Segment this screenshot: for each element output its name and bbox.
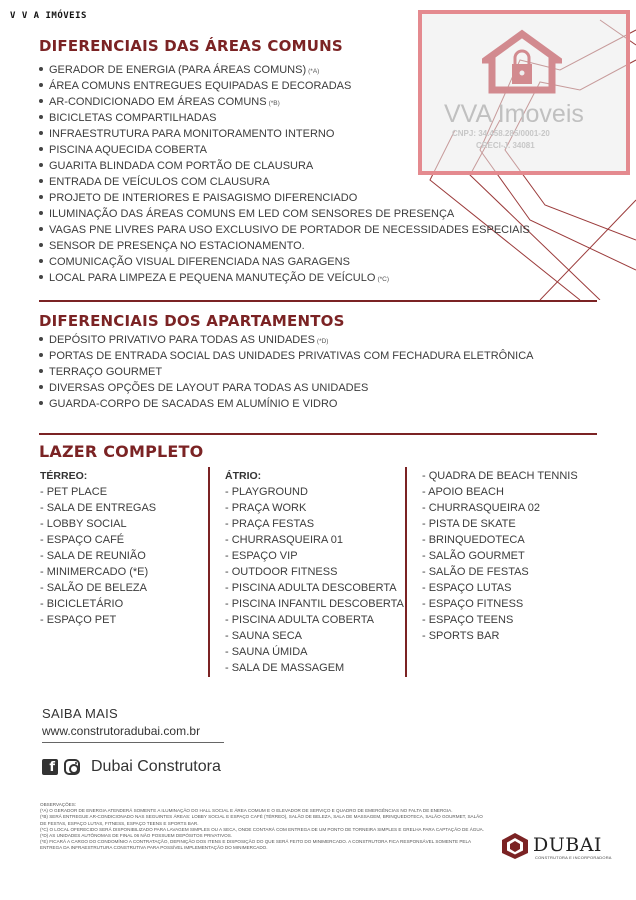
feature-item	[39, 126, 530, 142]
feature-text: GUARDA-CORPO DE SACADAS EM ALUMÍNIO E VIDRO	[49, 398, 338, 410]
bullet-icon	[39, 211, 43, 215]
website-link[interactable]: www.construtoradubai.com.br	[42, 724, 201, 738]
feature-text: LOCAL PARA LIMPEZA E PEQUENA MANUTEÇÃO DE VEÍCULO	[49, 272, 376, 284]
leisure-item: - SALÃO DE FESTAS	[422, 566, 529, 578]
leisure-item: - LOBBY SOCIAL	[40, 518, 127, 530]
bullet-icon	[39, 385, 43, 389]
feature-text: COMUNICAÇÃO VISUAL DIFERENCIADA NAS GARAGENS	[49, 256, 350, 268]
apartments-list	[39, 332, 534, 412]
feature-note: (*A)	[308, 68, 320, 75]
leisure-item: - QUADRA DE BEACH TENNIS	[422, 470, 578, 482]
feature-text: GERADOR DE ENERGIA (PARA ÁREAS COMUNS)	[49, 64, 307, 76]
leisure-item: - CHURRASQUEIRA 01	[225, 534, 343, 546]
leisure-item: - BRINQUEDOTECA	[422, 534, 525, 546]
facebook-icon[interactable]: f	[42, 759, 58, 775]
feature-item	[39, 254, 530, 270]
leisure-item: - MINIMERCADO (*E)	[40, 566, 149, 578]
bullet-icon	[39, 163, 43, 167]
feature-item	[39, 174, 530, 190]
leisure-item: - PISCINA ADULTA COBERTA	[225, 614, 374, 626]
feature-item	[39, 206, 530, 222]
feature-text: ÁREA COMUNS ENTREGUES EQUIPADAS E DECORADAS	[49, 80, 352, 92]
watermark-creci: CRECI-J. 34081	[476, 141, 535, 150]
leisure-column-atrio	[225, 468, 404, 676]
feature-item	[39, 238, 530, 254]
leisure-item: - SPORTS BAR	[422, 630, 500, 642]
leisure-list	[422, 468, 578, 644]
leisure-item: - CHURRASQUEIRA 02	[422, 502, 540, 514]
leisure-item: - ESPAÇO FITNESS	[422, 598, 524, 610]
feature-note: (*C)	[377, 276, 389, 283]
feature-text: ILUMINAÇÃO DAS ÁREAS COMUNS EM LED COM SENSORES DE PRESENÇA	[49, 208, 455, 220]
observations	[40, 802, 485, 852]
bullet-icon	[39, 369, 43, 373]
leisure-item: - PISCINA INFANTIL DESCOBERTA	[225, 598, 404, 610]
bullet-icon	[39, 227, 43, 231]
feature-item	[39, 110, 530, 126]
feature-item	[39, 78, 530, 94]
bullet-icon	[39, 259, 43, 263]
agency-tag: V V A IMÓVEIS	[10, 11, 87, 21]
feature-item	[39, 332, 534, 348]
leisure-list	[225, 484, 404, 676]
section-divider	[39, 433, 597, 435]
observation-line: (*B) SERÁ ENTREGUE AR-CONDICIONADO NAS SEGUINTES ÁREAS: LOBBY SOCIAL E ESPAÇO CAFÉ (TÉRREO), SALÃO DE BELEZA, SALA DE MASSAGEM, BRINQUEDOTECA, SALÃO GOURMET, SALÃO DE FESTAS, ESPAÇO LUTAS, FITNESS, ESPAÇO TEENS E SPORTS BAR.	[40, 814, 483, 826]
feature-text: INFRAESTRUTURA PARA MONITORAMENTO INTERNO	[49, 128, 335, 140]
leisure-item: - SALA DE REUNIÃO	[40, 550, 146, 562]
bullet-icon	[39, 195, 43, 199]
bullet-icon	[39, 67, 43, 71]
feature-item	[39, 380, 534, 396]
leisure-item: - ESPAÇO LUTAS	[422, 582, 512, 594]
feature-item	[39, 142, 530, 158]
leisure-item: - ESPAÇO PET	[40, 614, 117, 626]
feature-item	[39, 222, 530, 238]
leisure-item: - PRAÇA WORK	[225, 502, 307, 514]
column-title: TÉRREO:	[40, 470, 88, 482]
leisure-item: - SALA DE ENTREGAS	[40, 502, 157, 514]
leisure-item: - OUTDOOR FITNESS	[225, 566, 338, 578]
feature-item	[39, 396, 534, 412]
leisure-column-terreo	[40, 468, 156, 628]
feature-text: PORTAS DE ENTRADA SOCIAL DAS UNIDADES PRIVATIVAS COM FECHADURA ELETRÔNICA	[49, 350, 534, 362]
column-title: ÁTRIO:	[225, 470, 262, 482]
leisure-title: LAZER COMPLETO	[39, 442, 204, 461]
feature-text: TERRAÇO GOURMET	[49, 366, 163, 378]
leisure-column-extra	[422, 468, 578, 644]
leisure-item: - SALÃO DE BELEZA	[40, 582, 147, 594]
feature-item	[39, 94, 530, 110]
feature-text: PROJETO DE INTERIORES E PAISAGISMO DIFERENCIADO	[49, 192, 358, 204]
feature-text: PISCINA AQUECIDA COBERTA	[49, 144, 207, 156]
social-handle: Dubai Construtora	[91, 758, 221, 775]
feature-item	[39, 348, 534, 364]
feature-item	[39, 62, 530, 78]
bullet-icon	[39, 115, 43, 119]
leisure-item: - ESPAÇO CAFÉ	[40, 534, 125, 546]
feature-text: VAGAS PNE LIVRES PARA USO EXCLUSIVO DE PORTADOR DE NECESSIDADES ESPECIAIS	[49, 224, 530, 236]
leisure-item: - ESPAÇO VIP	[225, 550, 298, 562]
leisure-item: - SAUNA SECA	[225, 630, 303, 642]
feature-item	[39, 270, 530, 286]
common-areas-list	[39, 62, 530, 286]
observations-title: OBSERVAÇÕES:	[40, 802, 77, 807]
leisure-item: - SALÃO GOURMET	[422, 550, 525, 562]
leisure-item: - ESPAÇO TEENS	[422, 614, 514, 626]
feature-text: DIVERSAS OPÇÕES DE LAYOUT PARA TODAS AS UNIDADES	[49, 382, 369, 394]
feature-text: ENTRADA DE VEÍCULOS COM CLAUSURA	[49, 176, 270, 188]
feature-text: GUARITA BLINDADA COM PORTÃO DE CLAUSURA	[49, 160, 314, 172]
dubai-logo-icon	[500, 832, 530, 860]
saiba-mais-label: SAIBA MAIS	[42, 706, 118, 721]
leisure-item: - PISCINA ADULTA DESCOBERTA	[225, 582, 397, 594]
watermark-cnpj: CNPJ: 34.458.285/0001-20	[452, 129, 550, 138]
leisure-item: - PLAYGROUND	[225, 486, 308, 498]
observation-line: (*E) FICARÁ A CARGO DO CONDOMÍNIO A CONTRATAÇÃO, DEFINIÇÃO DOS ITENS E DISPOSIÇÃO DO QUE SERÁ FEITO DO MINIMERCADO. A CONSTRUTORA FICA RESPONSÁVEL SOMENTE PELA ENTREGA DA INFRAESTRUTURA CONSTRUTIVA PARA POSSÍVEL IMPLEMENTAÇÃO DO MINIMERCADO.	[40, 839, 471, 851]
feature-text: AR-CONDICIONADO EM ÁREAS COMUNS	[49, 96, 267, 108]
bullet-icon	[39, 353, 43, 357]
brand-name: DUBAI	[533, 834, 602, 856]
observation-line: (*C) O LOCAL OFERECIDO SERÁ DISPONIBILIZADO PARA LAVAGEM SIMPLES OU A SECA, ONDE CONTARÁ COM ENTREGA DE UM PONTO DE TORNEIRA SIMPLES E GRELHA PARA CAPTAÇÃO DE ÁGUA.	[40, 826, 484, 832]
bullet-icon	[39, 275, 43, 279]
feature-text: BICICLETAS COMPARTILHADAS	[49, 112, 217, 124]
feature-note: (*D)	[316, 338, 329, 345]
leisure-item: - SAUNA ÚMIDA	[225, 646, 308, 658]
feature-item	[39, 364, 534, 380]
bullet-icon	[39, 401, 43, 405]
feature-item	[39, 190, 530, 206]
website-underline	[42, 742, 224, 743]
feature-text: DEPÓSITO PRIVATIVO PARA TODAS AS UNIDADES	[49, 334, 315, 346]
section-divider	[39, 300, 597, 302]
column-separator	[208, 467, 210, 677]
column-separator	[405, 467, 407, 677]
leisure-item: - APOIO BEACH	[422, 486, 504, 498]
instagram-icon[interactable]	[64, 759, 80, 775]
feature-text: SENSOR DE PRESENÇA NO ESTACIONAMENTO.	[49, 240, 305, 252]
leisure-item: - SALA DE MASSAGEM	[225, 662, 345, 674]
observation-line: (*A) O GERADOR DE ENERGIA ATENDERÁ SOMENTE A ILUMINAÇÃO DO HALL SOCIAL E ÁREA COMUM E O ELEVADOR DE SERVIÇO E QUADRO DE EMERGÊNCIAS NO FALTA DE ENERGIA.	[40, 808, 453, 814]
feature-note: (*B)	[268, 100, 280, 107]
leisure-item: - BICICLETÁRIO	[40, 598, 124, 610]
apartments-title: DIFERENCIAIS DOS APARTAMENTOS	[39, 312, 345, 330]
bullet-icon	[39, 147, 43, 151]
leisure-list	[40, 484, 156, 628]
bullet-icon	[39, 83, 43, 87]
watermark-name: VVA Imoveis	[444, 100, 584, 128]
brand-subtitle: CONSTRUTORA E INCORPORADORA	[535, 855, 612, 860]
bullet-icon	[39, 243, 43, 247]
bullet-icon	[39, 99, 43, 103]
bullet-icon	[39, 337, 43, 341]
feature-item	[39, 158, 530, 174]
bullet-icon	[39, 131, 43, 135]
leisure-item: - PET PLACE	[40, 486, 108, 498]
leisure-item: - PRAÇA FESTAS	[225, 518, 315, 530]
common-areas-title: DIFERENCIAIS DAS ÁREAS COMUNS	[39, 37, 343, 55]
leisure-item: - PISTA DE SKATE	[422, 518, 516, 530]
observation-line: (*D) AS UNIDADES AUTÔNOMAS DE FINAL 06 NÃO POSSUEM DEPÓSITOS PRIVATIVOS.	[40, 833, 233, 839]
bullet-icon	[39, 179, 43, 183]
